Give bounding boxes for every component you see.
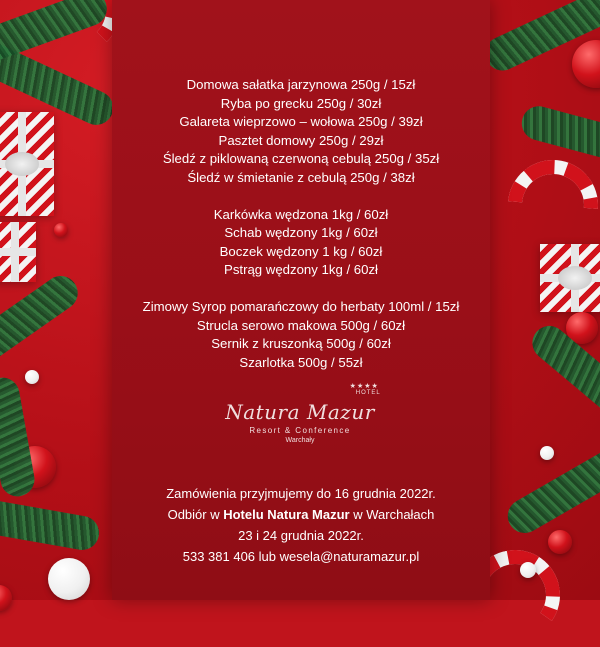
- menu-list: [112, 76, 490, 372]
- gift-box-right: [540, 244, 600, 312]
- logo-name: Natura Mazur: [225, 400, 375, 424]
- logo-wordmark: [225, 382, 381, 424]
- menu-group-desserts: [112, 298, 490, 372]
- ornament-left-1: [54, 223, 68, 237]
- menu-item: Schab wędzony 1kg / 60zł: [224, 225, 378, 241]
- ornament-right-white: [540, 446, 554, 460]
- menu-item: Domowa sałatka jarzynowa 250g / 15zł: [186, 77, 416, 92]
- menu-group-salads: [112, 76, 490, 188]
- menu-item: Galareta wieprzowo – wołowa 250g / 39zł: [179, 114, 423, 130]
- menu-item: Pasztet domowy 250g / 29zł: [218, 132, 384, 148]
- menu-item: Sernik z kruszonką 500g / 60zł: [211, 336, 391, 352]
- gift-box-left-2: [0, 222, 36, 282]
- spacer: [112, 188, 490, 206]
- menu-item: Ryba po grecku 250g / 30zł: [220, 95, 382, 111]
- pickup-hotel-name: Hotelu Natura Mazur: [223, 507, 350, 522]
- ornament-left-white-1: [25, 370, 39, 384]
- ornament-left-white-2: [48, 558, 90, 600]
- hotel-logo: [210, 382, 390, 444]
- menu-item: Śledź z piklowaną czerwoną cebulą 250g / 35zł: [162, 151, 440, 167]
- ornament-right-lower: [548, 530, 572, 554]
- order-info: [112, 483, 490, 567]
- menu-item: Szarlotka 500g / 55zł: [239, 354, 363, 370]
- ornament-right-white-bottom: [520, 562, 536, 578]
- menu-item: Karkówka wędzona 1kg / 60zł: [213, 206, 389, 222]
- logo-town: Warchały: [285, 437, 315, 444]
- pickup-prefix: Odbiór w: [167, 507, 224, 522]
- menu-item: Boczek wędzony 1 kg / 60zł: [219, 243, 383, 259]
- menu-item: Śledź w śmietanie z cebulą 250g / 38zł: [187, 169, 415, 185]
- pickup-dates: 23 i 24 grudnia 2022r.: [238, 528, 364, 543]
- contact-info: 533 381 406 lub wesela@naturamazur.pl: [182, 549, 420, 564]
- menu-item: Strucla serowo makowa 500g / 60zł: [196, 317, 406, 333]
- pickup-location: [112, 504, 490, 525]
- logo-hotel: HOTEL: [355, 390, 381, 396]
- pickup-suffix: w Warchałach: [349, 507, 435, 522]
- gift-box-left-1: [0, 112, 54, 216]
- menu-item: Pstrąg wędzony 1kg / 60zł: [224, 262, 378, 278]
- menu-group-smoked: [112, 206, 490, 280]
- order-deadline: Zamówienia przyjmujemy do 16 grudnia 2022r.: [166, 486, 436, 501]
- spacer: [112, 280, 490, 298]
- menu-item: Zimowy Syrop pomarańczowy do herbaty 100ml / 15zł: [142, 298, 460, 314]
- logo-subtitle: Resort & Conference: [249, 426, 351, 435]
- logo-stars: ★★★★: [349, 382, 379, 390]
